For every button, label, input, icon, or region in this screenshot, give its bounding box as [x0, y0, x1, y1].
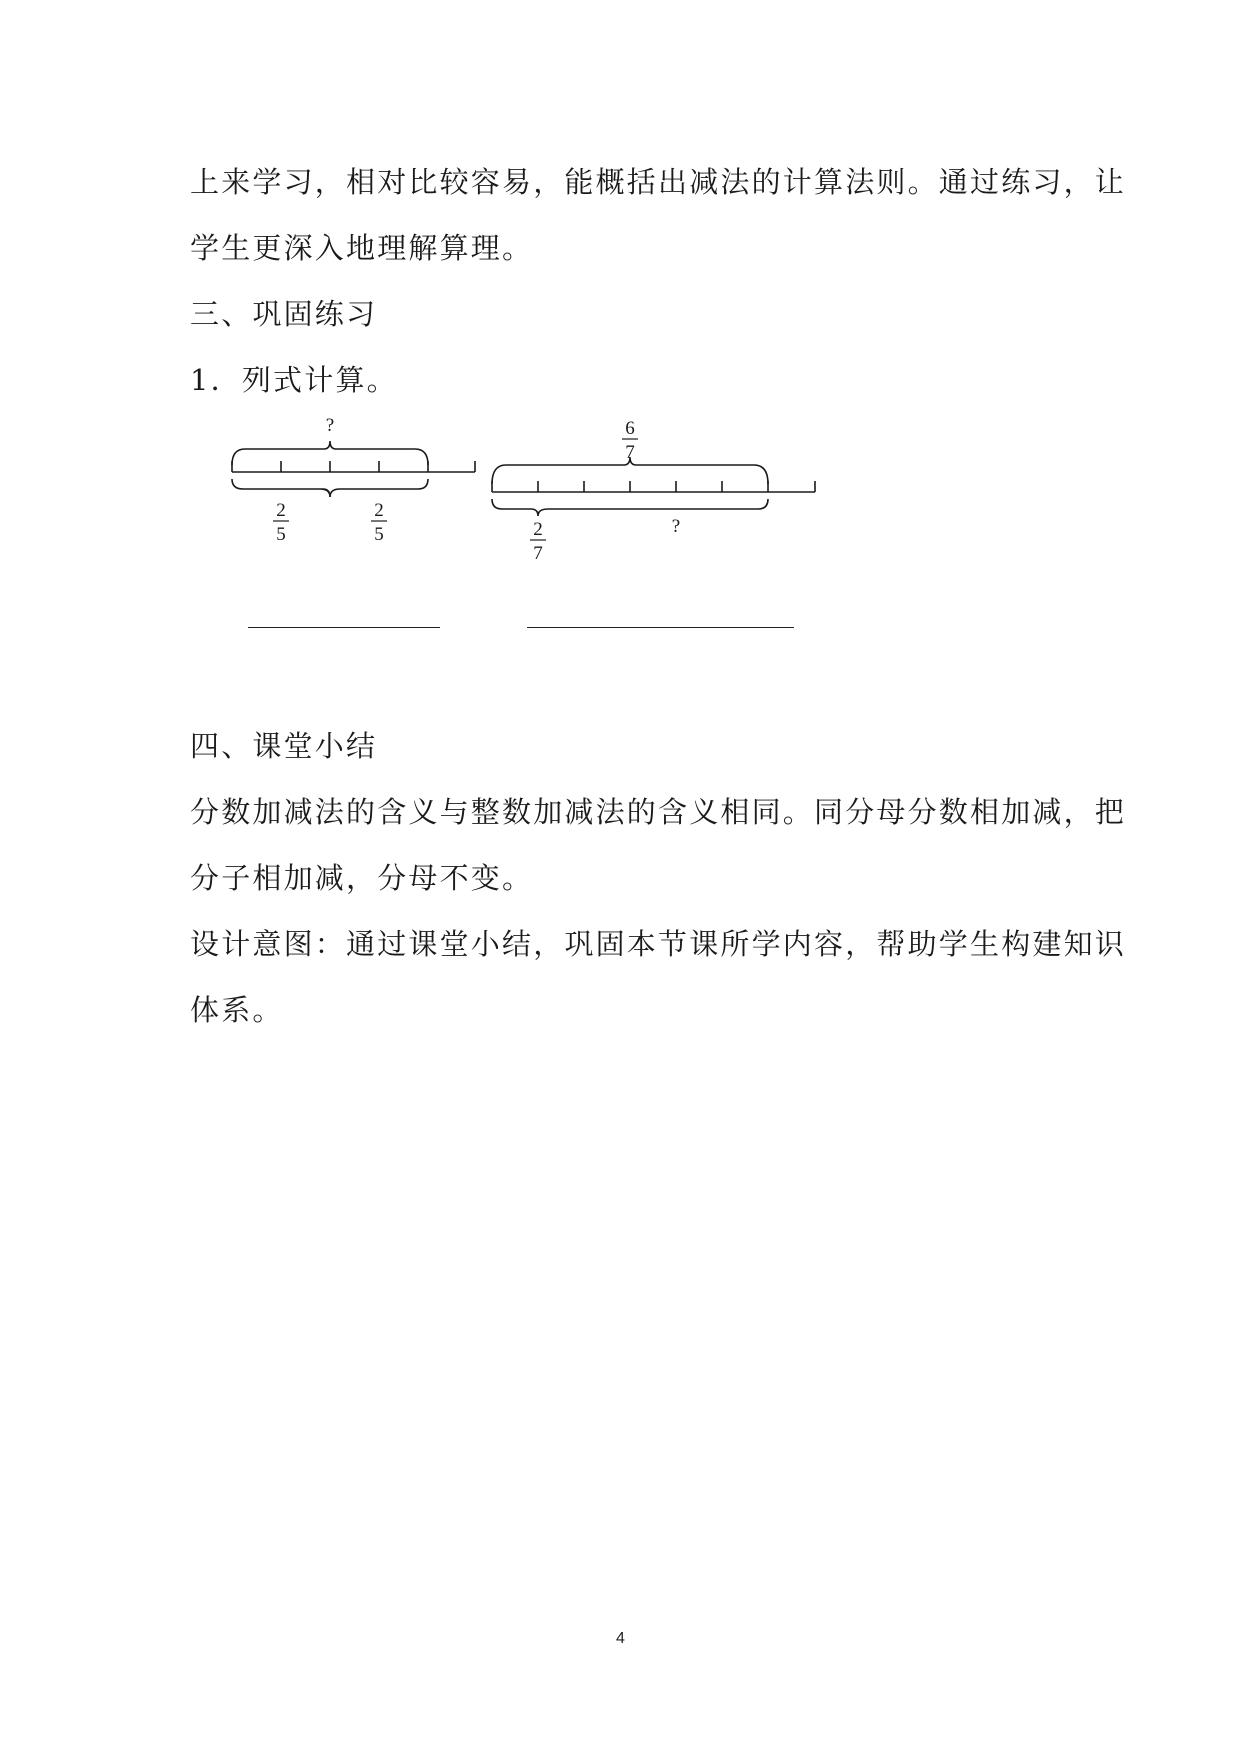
- page-number: 4: [616, 1630, 625, 1647]
- right-bottom-question-label: ?: [671, 516, 681, 537]
- left-bottom-fraction-1: [273, 500, 289, 545]
- paragraph-3-line-1: 设计意图：通过课堂小结，巩固本节课所学内容，帮助学生构建知识: [190, 927, 1127, 961]
- paragraph-3-line-2: 体系。: [190, 993, 284, 1027]
- left-bottom-brace-1: [232, 479, 330, 497]
- svg-text:6: 6: [625, 418, 635, 439]
- exercise-1-heading: 1．列式计算。: [190, 363, 398, 397]
- svg-text:7: 7: [533, 543, 543, 564]
- right-bottom-brace-1: [492, 499, 768, 516]
- svg-text:2: 2: [374, 500, 384, 521]
- answer-blank-left[interactable]: [248, 627, 440, 628]
- paragraph-1-line-2: 学生更深入地理解算理。: [190, 231, 534, 265]
- paragraph-2-line-1: 分数加减法的含义与整数加减法的含义相同。同分母分数相加减，把: [190, 795, 1127, 829]
- section-4-heading: 四、课堂小结: [190, 729, 378, 763]
- left-bottom-fraction-2: [371, 500, 387, 545]
- answer-blank-right[interactable]: [527, 627, 794, 628]
- svg-text:7: 7: [625, 442, 635, 463]
- svg-text:5: 5: [276, 524, 286, 545]
- paragraph-2-line-2: 分子相加减，分母不变。: [190, 861, 534, 895]
- svg-text:2: 2: [533, 519, 543, 540]
- left-bottom-brace-2: [330, 479, 428, 497]
- section-3-heading: 三、巩固练习: [190, 297, 378, 331]
- svg-text:5: 5: [374, 524, 384, 545]
- left-top-label: ?: [325, 415, 335, 436]
- paragraph-1-line-1: 上来学习，相对比较容易，能概括出减法的计算法则。通过练习，让: [190, 165, 1127, 199]
- svg-text:2: 2: [276, 500, 286, 521]
- right-bottom-fraction: [530, 519, 546, 564]
- right-segment-diagram: [492, 457, 815, 516]
- right-top-fraction: [622, 418, 638, 463]
- line-segment-diagrams: [0, 0, 1241, 640]
- left-segment-diagram: [232, 441, 475, 497]
